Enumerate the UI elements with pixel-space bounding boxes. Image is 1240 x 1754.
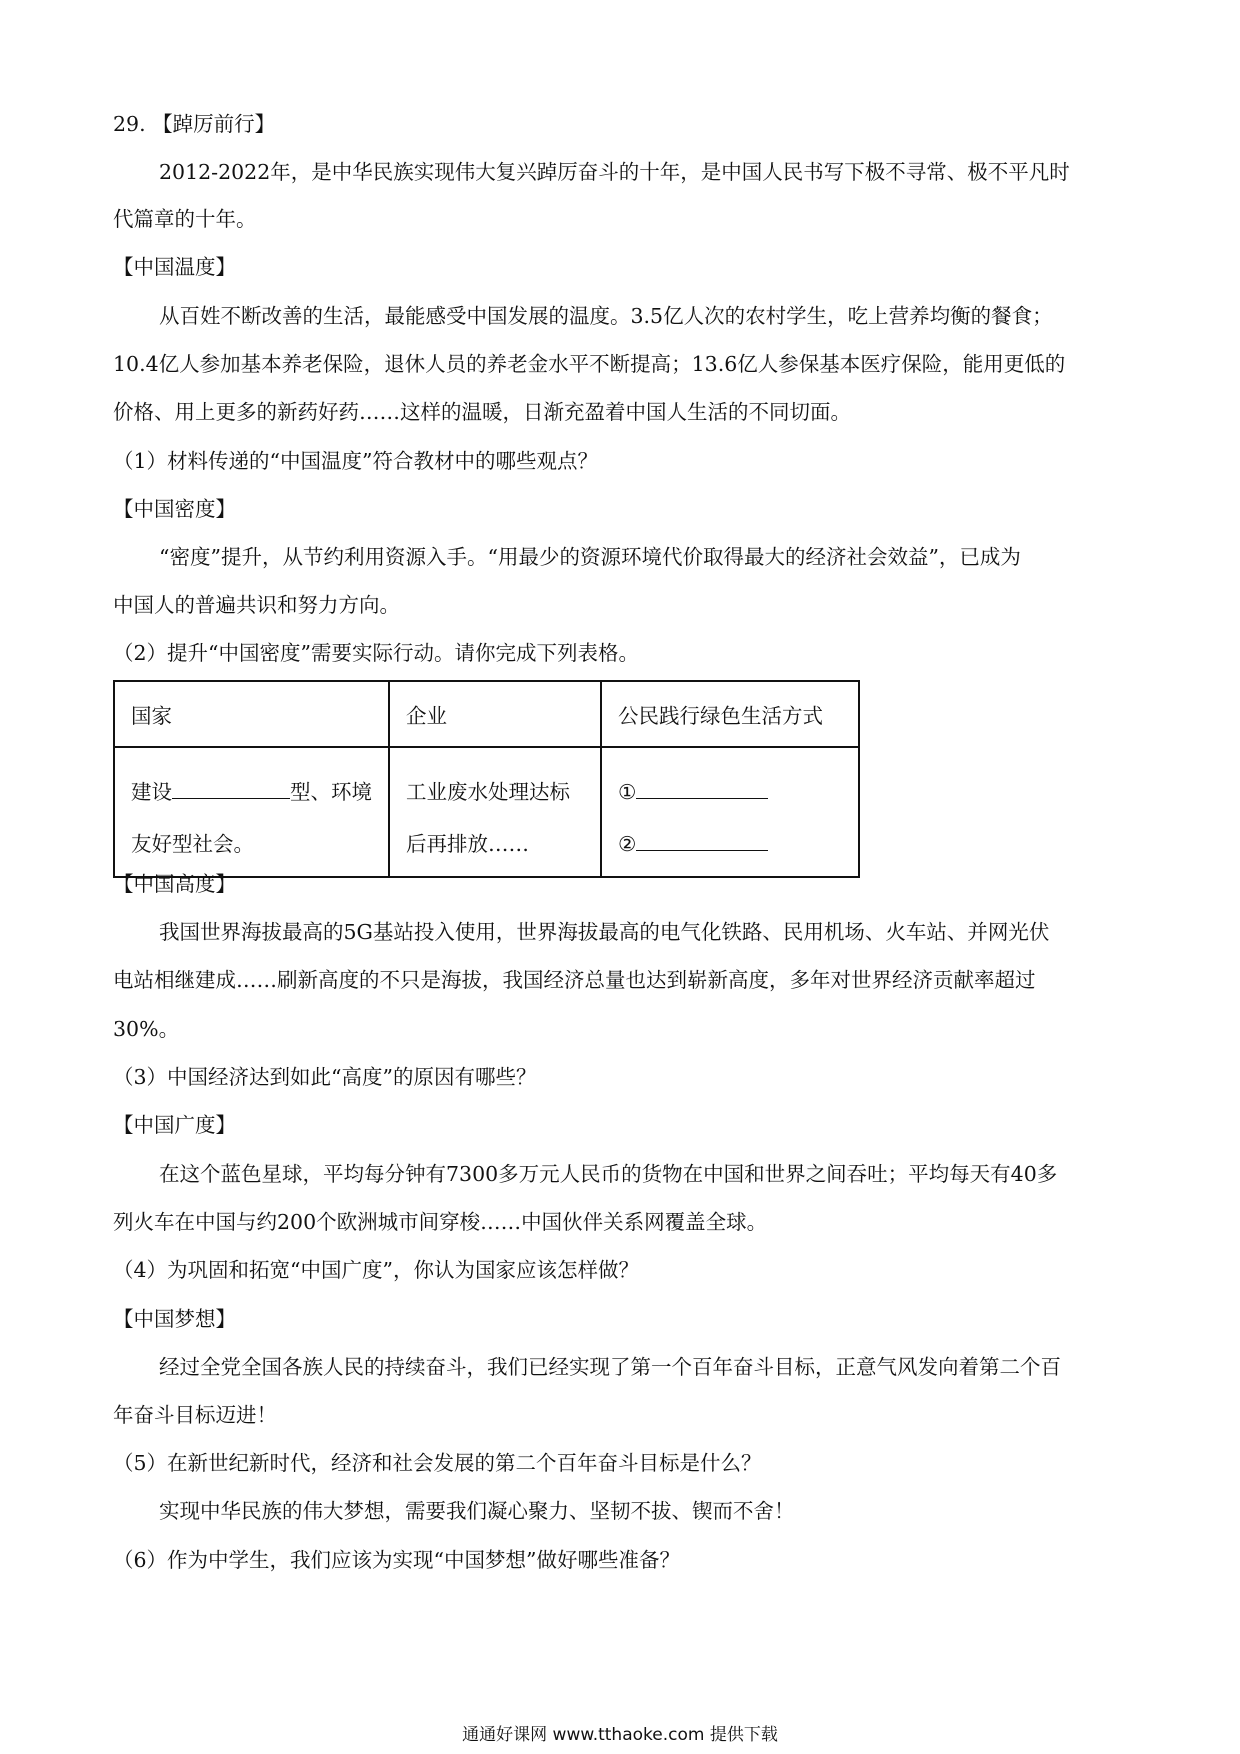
section-title-height: 【中国高度】	[113, 872, 236, 896]
table-row	[114, 747, 859, 877]
question-6: （6）作为中学生，我们应该为实现“中国梦想”做好哪些准备？	[113, 1548, 681, 1572]
cell-state	[114, 747, 389, 877]
citizen-marker-2: ②	[618, 832, 637, 856]
header-citizen: 公民践行绿色生活方式	[601, 681, 859, 747]
question-2: （2）提升“中国密度”需要实际行动。请你完成下列表格。	[113, 641, 640, 665]
temperature-line-3: 价格、用上更多的新药好药……这样的温暖，日渐充盈着中国人生活的不同切面。	[113, 400, 851, 424]
intro-line-1: 2012-2022年，是中华民族实现伟大复兴踔厉奋斗的十年，是中国人民书写下极不寻常、极不平凡时	[159, 160, 1070, 184]
temperature-line-2: 10.4亿人参加基本养老保险，退休人员的养老金水平不断提高；13.6亿人参保基本医疗保险，能用更低的	[113, 352, 1066, 376]
state-text-a: 建设	[131, 780, 172, 804]
breadth-line-2: 列火车在中国与约200个欧洲城市间穿梭……中国伙伴关系网覆盖全球。	[113, 1210, 768, 1234]
table-header-row	[114, 681, 859, 747]
height-line-2: 电站相继建成……刷新高度的不只是海拔，我国经济总量也达到崭新高度，多年对世界经济贡献率超过	[113, 968, 1036, 992]
question-5: （5）在新世纪新时代，经济和社会发展的第二个百年奋斗目标是什么？	[113, 1451, 762, 1475]
citizen-marker-1: ①	[618, 780, 637, 804]
dream-line-2: 年奋斗目标迈进！	[113, 1403, 277, 1427]
density-line-1: “密度”提升，从节约利用资源入手。“用最少的资源环境代价取得最大的经济社会效益”，已成为	[159, 545, 1021, 569]
enterprise-text-2: 后再排放……	[406, 832, 529, 856]
green-action-table	[113, 680, 860, 878]
section-title-density: 【中国密度】	[113, 497, 236, 521]
section-title-temperature: 【中国温度】	[113, 255, 236, 279]
breadth-line-1: 在这个蓝色星球，平均每分钟有7300多万元人民币的货物在中国和世界之间吞吐；平均每天有40多	[159, 1162, 1058, 1186]
header-state: 国家	[114, 681, 389, 747]
state-text-b: 型、环境	[290, 780, 372, 804]
answer-blank-1[interactable]	[636, 780, 768, 799]
question-1: （1）材料传递的“中国温度”符合教材中的哪些观点？	[113, 449, 599, 473]
temperature-line-1: 从百姓不断改善的生活，最能感受中国发展的温度。3.5亿人次的农村学生，吃上营养均衡的餐食；	[159, 304, 1053, 328]
dream-line-1: 经过全党全国各族人民的持续奋斗，我们已经实现了第一个百年奋斗目标，正意气风发向着第二个百	[159, 1355, 1061, 1379]
section-title-dream: 【中国梦想】	[113, 1307, 236, 1331]
height-line-1: 我国世界海拔最高的5G基站投入使用，世界海拔最高的电气化铁路、民用机场、火车站、并网光伏	[159, 920, 1050, 944]
state-text-2: 友好型社会。	[131, 832, 254, 856]
question-4: （4）为巩固和拓宽“中国广度”，你认为国家应该怎样做？	[113, 1258, 640, 1282]
page-footer: 通通好课网 www.tthaoke.com 提供下载	[462, 1725, 778, 1745]
enterprise-text-1: 工业废水处理达标	[406, 780, 570, 804]
question-heading: 29. 【踔厉前行】	[113, 112, 276, 136]
cell-citizen	[601, 747, 859, 877]
cell-enterprise	[389, 747, 601, 877]
section-title-breadth: 【中国广度】	[113, 1113, 236, 1137]
answer-blank-2[interactable]	[636, 832, 768, 851]
header-enterprise: 企业	[389, 681, 601, 747]
height-line-3: 30%。	[113, 1017, 180, 1041]
density-line-2: 中国人的普遍共识和努力方向。	[113, 593, 400, 617]
intro-line-2: 代篇章的十年。	[113, 207, 257, 231]
dream-line-3: 实现中华民族的伟大梦想，需要我们凝心聚力、坚韧不拔、锲而不舍！	[159, 1499, 795, 1523]
question-3: （3）中国经济达到如此“高度”的原因有哪些？	[113, 1065, 537, 1089]
answer-blank[interactable]	[172, 780, 290, 799]
